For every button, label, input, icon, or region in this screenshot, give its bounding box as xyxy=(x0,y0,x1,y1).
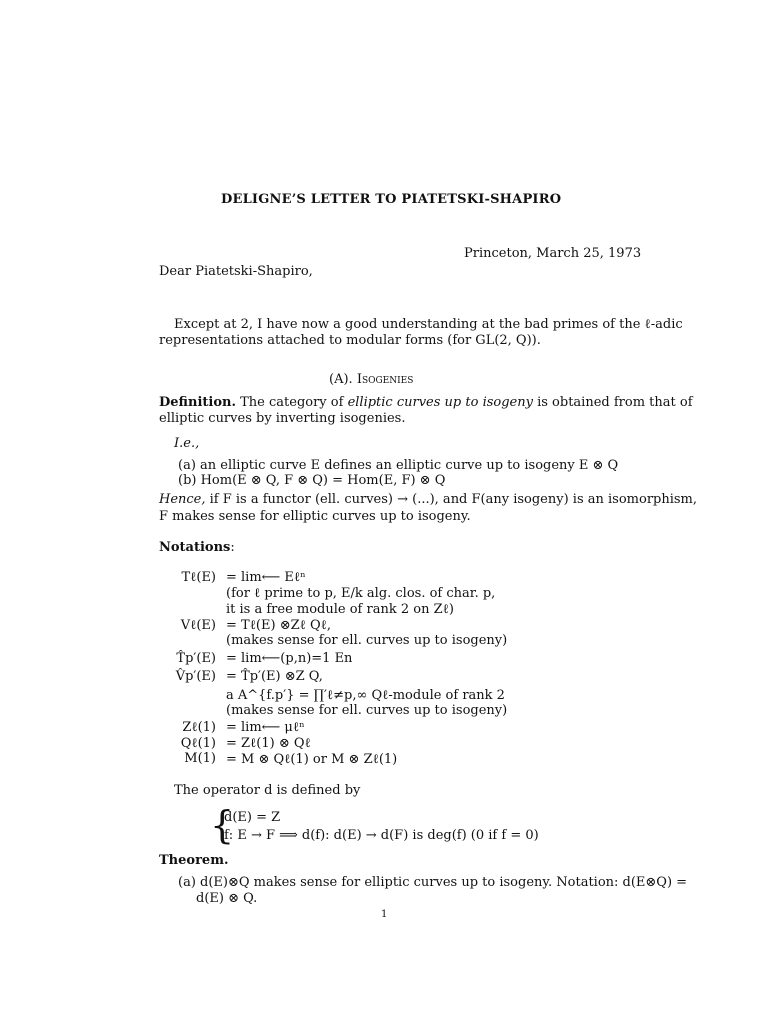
definition-line-1 xyxy=(159,395,693,410)
notation-definition: = lim⟵ Eℓⁿ xyxy=(226,570,306,585)
ie-label: I.e., xyxy=(174,436,200,451)
notation-definition: = lim⟵(p,n)=1 En xyxy=(226,651,353,666)
place-date: Princeton, March 25, 1973 xyxy=(464,246,642,261)
hence-line-1 xyxy=(159,492,697,507)
notation-symbol: M(1) xyxy=(184,751,216,766)
salutation: Dear Piatetski-Shapiro, xyxy=(159,264,313,279)
notations-head: Notations xyxy=(159,540,231,555)
theorem-head: Theorem. xyxy=(159,853,229,868)
notation-definition: = Tℓ(E) ⊗Zℓ Qℓ, xyxy=(226,618,331,633)
page-number: 1 xyxy=(381,909,388,920)
notation-definition: (makes sense for ell. curves up to isogeny) xyxy=(226,633,508,648)
operator-intro: The operator d is defined by xyxy=(174,783,361,798)
hence-line-2: F makes sense for elliptic curves up to isogeny. xyxy=(159,509,471,524)
notations-heading xyxy=(159,540,235,555)
definition-emph: elliptic curves up to isogeny xyxy=(347,395,533,410)
definition-head: Definition. xyxy=(159,395,236,410)
notation-definition: a A^{f.p′} = ∏′ℓ≠p,∞ Qℓ-module of rank 2 xyxy=(226,688,505,703)
operator-line-2: f: E → F ⟹ d(f): d(E) → d(F) is deg(f) (0 if f = 0) xyxy=(224,828,539,843)
notations-colon: : xyxy=(230,540,235,555)
hence-rest: if F is a functor (ell. curves) → (...), and F(any isogeny) is an isomorphism, xyxy=(205,492,698,507)
operator-line-1: d(E) = Z xyxy=(224,810,281,825)
intro-line-2: representations attached to modular forms (for GL(2, Q)). xyxy=(159,333,541,348)
section-label: (A). xyxy=(329,372,353,387)
notation-definition: = lim⟵ μℓⁿ xyxy=(226,720,305,735)
theorem-item-a-line-1: (a) d(E)⊗Q makes sense for elliptic curves up to isogeny. Notation: d(E⊗Q) = xyxy=(178,875,688,890)
notation-symbol: T̂p′(E) xyxy=(176,651,216,666)
notation-symbol: Qℓ(1) xyxy=(180,736,216,751)
section-name: Isogenies xyxy=(356,372,414,387)
intro-line-1: Except at 2, I have now a good understanding at the bad primes of the ℓ-adic xyxy=(174,317,683,332)
section-heading xyxy=(329,372,413,387)
notation-symbol: Tℓ(E) xyxy=(181,570,216,585)
definition-text-a: The category of xyxy=(240,395,348,410)
notation-definition: (makes sense for ell. curves up to isogeny) xyxy=(226,703,508,718)
notation-definition: (for ℓ prime to p, E/k alg. clos. of char. p, xyxy=(226,586,496,601)
notation-definition: it is a free module of rank 2 on Zℓ) xyxy=(226,602,454,617)
definition-item-a: (a) an elliptic curve E defines an elliptic curve up to isogeny E ⊗ Q xyxy=(178,458,619,473)
definition-item-b: (b) Hom(E ⊗ Q, F ⊗ Q) = Hom(E, F) ⊗ Q xyxy=(178,473,446,488)
notation-symbol: V̂p′(E) xyxy=(175,669,216,684)
theorem-item-a-line-2: d(E) ⊗ Q. xyxy=(196,891,258,906)
notation-symbol: Vℓ(E) xyxy=(180,618,216,633)
definition-line-2: elliptic curves by inverting isogenies. xyxy=(159,411,406,426)
notation-symbol: Zℓ(1) xyxy=(182,720,216,735)
paper-title: DELIGNE’S LETTER TO PIATETSKI-SHAPIRO xyxy=(221,192,562,207)
hence-word: Hence, xyxy=(159,492,206,507)
brace-glyph: { xyxy=(210,803,235,847)
notation-definition: = Zℓ(1) ⊗ Qℓ xyxy=(226,736,311,751)
notation-definition: = T̂p′(E) ⊗Z Q, xyxy=(226,669,323,684)
definition-text-c: is obtained from that of xyxy=(532,395,693,410)
notation-definition: = M ⊗ Qℓ(1) or M ⊗ Zℓ(1) xyxy=(226,752,398,767)
